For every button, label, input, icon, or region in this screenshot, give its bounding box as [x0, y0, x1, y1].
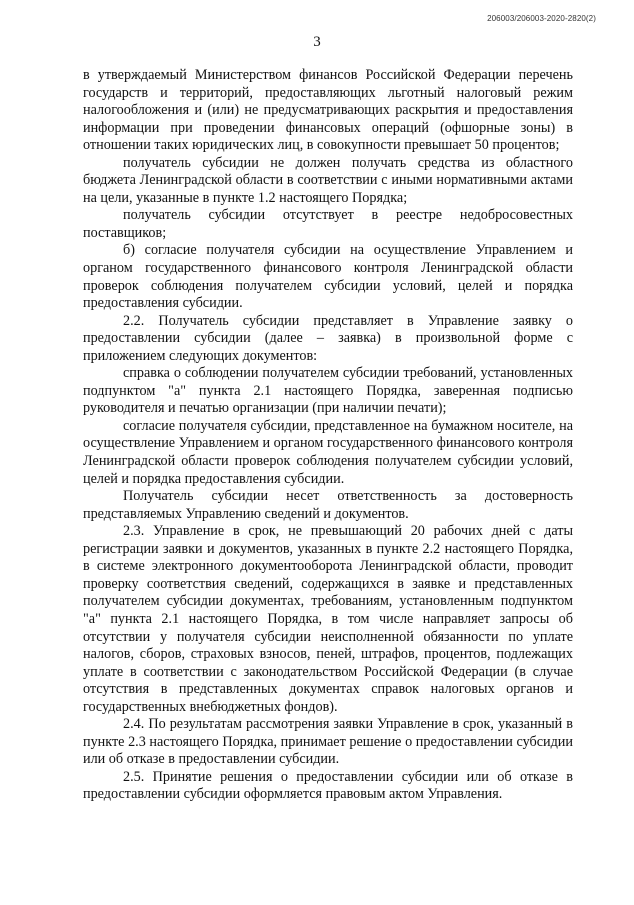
paragraph: б) согласие получателя субсидии на осуществление Управлением и органом государственного финансового контроля Ленинградской области проверок соблюдения получателем субсидии условий, целей и порядка предоставления субсидии. [83, 242, 573, 312]
paragraph-2-4: 2.4. По результатам рассмотрения заявки Управление в срок, указанный в пункте 2.3 настоящего Порядка, принимает решение о предоставлении субсидии или об отказе в предоставлении субсидии. [83, 716, 573, 768]
paragraph-2-3: 2.3. Управление в срок, не превышающий 20 рабочих дней с даты регистрации заявки и документов, указанных в пункте 2.2 настоящего Порядка, в системе электронного документооборота Ленинградской области, проводит проверку соответствия сведений, содержащихся в заявке и представленных получателем субсидии документах, требованиям, установленным подпунктом "а" пункта 2.1 настоящего Порядка, в том числе направляет запросы об отсутствии у получателя субсидии неисполненной обязанности по уплате налогов, сборов, страховых взносов, пеней, штрафов, процентов, подлежащих уплате в соответствии с законодательством Российской Федерации (в случае отсутствия в представленных документах справок налоговых органов и государственных внебюджетных фондов). [83, 523, 573, 715]
paragraph-2-2: 2.2. Получатель субсидии представляет в Управление заявку о предоставлении субсидии (далее – заявка) в произвольной форме с приложением следующих документов: [83, 312, 573, 364]
paragraph-2-5: 2.5. Принятие решения о предоставлении субсидии или об отказе в предоставлении субсидии оформляется правовым актом Управления. [83, 768, 573, 803]
document-id: 206003/206003-2020-2820(2) [487, 14, 596, 23]
paragraph-continuation: в утверждаемый Министерством финансов Российской Федерации перечень государств и территорий, предоставляющих льготный налоговый режим налогообложения и (или) не предусматривающих раскрытия и предоставления информации при проведении финансовых операций (офшорные зоны) в отношении таких юридических лиц, в совокупности превышает 50 процентов; [83, 67, 573, 154]
document-body [83, 67, 573, 804]
paragraph: получатель субсидии не должен получать средства из областного бюджета Ленинградской области в соответствии с иными нормативными актами на цели, указанные в пункте 1.2 настоящего Порядка; [83, 154, 573, 206]
page-number: 3 [313, 34, 321, 50]
paragraph: получатель субсидии отсутствует в реестре недобросовестных поставщиков; [83, 207, 573, 241]
paragraph: справка о соблюдении получателем субсидии требований, установленных подпунктом "а" пункта 2.1 настоящего Порядка, заверенная подписью руководителя и печатью организации (при наличии печати); [83, 365, 573, 417]
paragraph: согласие получателя субсидии, представленное на бумажном носителе, на осуществление Управлением и органом государственного финансового контроля Ленинградской области проверок соблюдения получателем субсидии условий, целей и порядка предоставления субсидии. [83, 417, 573, 487]
paragraph: Получатель субсидии несет ответственность за достоверность представляемых Управлению сведений и документов. [83, 488, 573, 522]
